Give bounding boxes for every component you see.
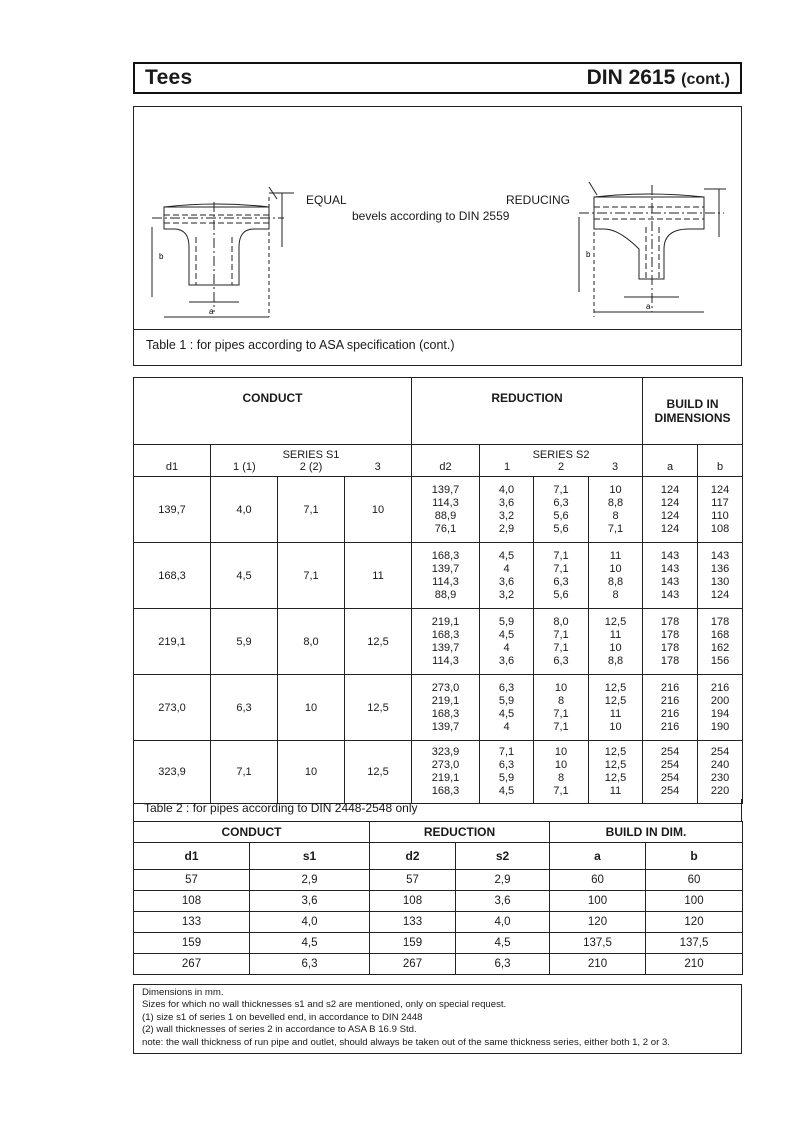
b-stack-cell	[698, 543, 743, 609]
note-line: Sizes for which no wall thicknesses s1 and s2 are mentioned, only on special request.	[142, 999, 507, 1011]
table2-row	[134, 912, 743, 933]
d1-cell: 139,7	[134, 477, 211, 543]
r2-value: 7,1	[553, 720, 569, 733]
t2-s1-cell: 3,6	[250, 891, 370, 912]
a-value: 254	[660, 785, 680, 797]
r1-value: 3,2	[498, 588, 515, 601]
a-value: 143	[660, 588, 680, 601]
a-value: 178	[660, 654, 680, 667]
b-value: 124	[710, 588, 730, 601]
b-value: 220	[710, 785, 730, 797]
r2-value: 10	[554, 759, 568, 771]
a-value: 124	[660, 509, 680, 522]
t2-s1-header: s1	[250, 843, 370, 870]
t2-s1-cell: 2,9	[250, 870, 370, 891]
reducing-tee-drawing	[579, 182, 726, 317]
build-in-header: BUILD IN DIMENSIONS	[643, 378, 743, 445]
r3-value: 11	[609, 549, 622, 562]
r3-value: 7,1	[607, 522, 624, 535]
d2-value: 273,0	[431, 759, 460, 771]
table1-subheader-row	[134, 445, 743, 477]
d2-stack-cell	[412, 477, 480, 543]
t2-d2-header: d2	[370, 843, 456, 870]
r1-value: 4	[503, 641, 510, 654]
r3-stack-cell	[589, 741, 643, 804]
t2-s2-cell: 4,5	[456, 933, 550, 954]
r3-value: 12,5	[604, 615, 627, 628]
r3-stack-cell	[589, 477, 643, 543]
r3-stack-cell	[589, 543, 643, 609]
b-value: 124	[710, 483, 730, 496]
d2-value: 88,9	[434, 509, 457, 522]
a-value: 143	[660, 549, 680, 562]
table1-group-row	[134, 675, 743, 741]
b-value: 168	[710, 628, 730, 641]
r3-value: 10	[609, 483, 622, 496]
r2-stack-cell	[534, 675, 589, 741]
t2-d1-cell: 133	[134, 912, 250, 933]
r1-value: 3,6	[498, 496, 515, 509]
r3-value: 8	[612, 509, 619, 522]
r2-stack-cell	[534, 741, 589, 804]
d2-value: 88,9	[434, 588, 457, 601]
r3-stack-cell	[589, 609, 643, 675]
r2-value: 7,1	[553, 707, 569, 720]
table1-caption: Table 1 : for pipes according to ASA specification (cont.)	[146, 338, 455, 352]
title-bar	[133, 62, 742, 94]
r1-stack-cell	[480, 609, 534, 675]
r2-value: 7,1	[553, 641, 569, 654]
t2-b-cell: 120	[646, 912, 743, 933]
reducing-label: REDUCING	[506, 193, 571, 207]
d2-value: 168,3	[431, 628, 460, 641]
d2-header: d2	[412, 445, 480, 477]
r3-value: 12,5	[604, 746, 627, 758]
r1-value: 4,0	[498, 483, 515, 496]
t2-b-cell: 137,5	[646, 933, 743, 954]
b-header: b	[698, 445, 743, 477]
r2-value: 10	[554, 681, 568, 694]
note-line: note: the wall thickness of run pipe and outlet, should always be taken out of the same thickness series, either both 1, 2 or 3.	[142, 1036, 670, 1048]
page-title: Tees	[145, 66, 193, 89]
a-value: 143	[660, 562, 680, 575]
table2-caption: Table 2 : for pipes according to DIN 2448-2548 only	[133, 799, 742, 821]
b-value: 143	[710, 549, 730, 562]
caption-divider	[134, 329, 741, 330]
r3-value: 11	[609, 785, 622, 797]
d1-cell: 168,3	[134, 543, 211, 609]
r2-value: 8	[557, 694, 565, 707]
r1-value: 4,5	[498, 549, 515, 562]
b-value: 178	[710, 615, 730, 628]
t2-d1-cell: 108	[134, 891, 250, 912]
table2-row	[134, 870, 743, 891]
t2-d1-cell: 267	[134, 954, 250, 975]
r1-value: 3,2	[498, 509, 515, 522]
r1-stack-cell	[480, 543, 534, 609]
b-value: 136	[710, 562, 730, 575]
a-value: 178	[660, 641, 680, 654]
b-value: 130	[710, 575, 730, 588]
r2-stack-cell	[534, 609, 589, 675]
s1-series1-cell: 4,5	[211, 543, 278, 609]
t2-reduction-header: REDUCTION	[370, 822, 550, 843]
a-value: 254	[660, 746, 680, 758]
notes-box	[133, 984, 742, 1054]
r2-value: 6,3	[553, 496, 569, 509]
b-stack-cell	[698, 675, 743, 741]
equal-tee-drawing	[152, 187, 294, 317]
a-value: 216	[660, 681, 680, 694]
t2-s2-cell: 4,0	[456, 912, 550, 933]
d1-cell: 323,9	[134, 741, 211, 804]
r3-value: 12,5	[604, 772, 627, 784]
r2-value: 10	[554, 746, 568, 758]
table2-header-row	[134, 822, 743, 843]
d2-value: 168,3	[431, 785, 460, 797]
d2-value: 219,1	[431, 694, 460, 707]
table2-row	[134, 891, 743, 912]
table2-subheader-row	[134, 843, 743, 870]
a-value: 124	[660, 496, 680, 509]
table1-group-row	[134, 741, 743, 804]
r1-stack-cell	[480, 741, 534, 804]
r1-value: 5,9	[498, 772, 515, 784]
r1-value: 4,5	[498, 628, 515, 641]
s1-series2-cell: 10	[278, 741, 345, 804]
r1-value: 7,1	[498, 746, 515, 758]
a-value: 143	[660, 575, 680, 588]
note-line: (2) wall thicknesses of series 2 in accordance to ASA B 16.9 Std.	[142, 1024, 417, 1036]
s1-series2-cell: 8,0	[278, 609, 345, 675]
r2-value: 6,3	[553, 654, 569, 667]
standard-title: DIN 2615 (cont.)	[586, 66, 730, 89]
table1-group-row	[134, 609, 743, 675]
r3-value: 10	[609, 562, 622, 575]
r3-value: 11	[609, 628, 622, 641]
r2-value: 7,1	[553, 549, 569, 562]
t2-conduct-header: CONDUCT	[134, 822, 370, 843]
a-value: 254	[660, 759, 680, 771]
conduct-header: CONDUCT	[134, 378, 412, 445]
reduction-header: REDUCTION	[412, 378, 643, 445]
r1-value: 4	[503, 562, 510, 575]
d2-value: 114,3	[432, 496, 459, 509]
r2-value: 6,3	[553, 575, 569, 588]
s1-series3-cell: 10	[345, 477, 412, 543]
r2-value: 7,1	[553, 562, 569, 575]
dim-b-label: b	[159, 252, 164, 261]
d2-value: 76,1	[434, 522, 457, 535]
t2-b-cell: 210	[646, 954, 743, 975]
a-value: 216	[660, 720, 680, 733]
d2-value: 273,0	[431, 681, 460, 694]
t2-d2-cell: 57	[370, 870, 456, 891]
dim-a-label: a	[209, 307, 214, 316]
series-s1-header: SERIES S1 1 (1) 2 (2) 3	[211, 445, 412, 477]
r2-value: 5,6	[553, 588, 569, 601]
figure-panel	[133, 106, 742, 366]
t2-d1-cell: 159	[134, 933, 250, 954]
r1-value: 3,6	[498, 575, 515, 588]
t2-d1-header: d1	[134, 843, 250, 870]
d2-value: 139,7	[431, 641, 460, 654]
r1-value: 4,5	[498, 785, 515, 797]
r2-value: 8	[557, 772, 565, 784]
s1-series1-cell: 6,3	[211, 675, 278, 741]
t2-d2-cell: 159	[370, 933, 456, 954]
r1-stack-cell	[480, 675, 534, 741]
table2-row	[134, 933, 743, 954]
s1-series3-cell: 12,5	[345, 675, 412, 741]
s1-series3-cell: 11	[345, 543, 412, 609]
r2-value: 5,6	[553, 509, 569, 522]
d2-value: 219,1	[431, 772, 460, 784]
a-stack-cell	[643, 741, 698, 804]
b-value: 240	[710, 759, 730, 771]
a-value: 124	[660, 483, 680, 496]
r2-value: 7,1	[553, 628, 569, 641]
series-s2-header: SERIES S2 1 2 3	[480, 445, 643, 477]
t2-b-header: b	[646, 843, 743, 870]
r2-value: 5,6	[553, 522, 569, 535]
r2-value: 7,1	[553, 785, 569, 797]
equal-label: EQUAL	[306, 193, 347, 207]
a-value: 178	[660, 615, 680, 628]
t2-s1-cell: 4,5	[250, 933, 370, 954]
d1-cell: 273,0	[134, 675, 211, 741]
r3-value: 8,8	[607, 575, 624, 588]
b-value: 194	[710, 707, 730, 720]
r1-value: 4,5	[498, 707, 515, 720]
r1-value: 4	[503, 720, 510, 733]
t2-s1-cell: 4,0	[250, 912, 370, 933]
table1-header-row	[134, 378, 743, 445]
r1-value: 6,3	[498, 759, 515, 771]
table1	[133, 377, 743, 804]
note-line: Dimensions in mm.	[142, 987, 224, 998]
d2-value: 139,7	[431, 483, 460, 496]
a-value: 216	[660, 707, 680, 720]
d2-stack-cell	[412, 675, 480, 741]
r1-value: 5,9	[498, 615, 515, 628]
d2-stack-cell	[412, 741, 480, 804]
r3-value: 11	[609, 707, 622, 720]
b-value: 162	[710, 641, 730, 654]
r1-stack-cell	[480, 477, 534, 543]
t2-a-cell: 210	[550, 954, 646, 975]
t2-s2-cell: 6,3	[456, 954, 550, 975]
b-value: 200	[710, 694, 730, 707]
d2-value: 219,1	[431, 615, 460, 628]
table2-row	[134, 954, 743, 975]
r1-value: 3,6	[498, 654, 515, 667]
b-stack-cell	[698, 477, 743, 543]
dim-b-label-2: b	[586, 250, 591, 259]
r3-value: 10	[609, 720, 622, 733]
b-stack-cell	[698, 609, 743, 675]
t2-d2-cell: 267	[370, 954, 456, 975]
s1-series1-cell: 7,1	[211, 741, 278, 804]
s1-series2-cell: 7,1	[278, 477, 345, 543]
b-value: 117	[711, 496, 729, 509]
r3-value: 12,5	[604, 694, 627, 707]
dim-a-label-2: a	[646, 302, 651, 311]
b-value: 190	[710, 720, 730, 733]
r2-value: 8,0	[553, 615, 569, 628]
t2-d1-cell: 57	[134, 870, 250, 891]
r2-stack-cell	[534, 477, 589, 543]
t2-a-cell: 137,5	[550, 933, 646, 954]
a-value: 216	[660, 694, 680, 707]
a-stack-cell	[643, 477, 698, 543]
r1-value: 5,9	[498, 694, 515, 707]
s1-series2-cell: 10	[278, 675, 345, 741]
r3-value: 8	[612, 588, 619, 601]
d1-header: d1	[134, 445, 211, 477]
r2-stack-cell	[534, 543, 589, 609]
t2-s2-cell: 2,9	[456, 870, 550, 891]
t2-d2-cell: 133	[370, 912, 456, 933]
table1-group-row	[134, 477, 743, 543]
t2-s2-header: s2	[456, 843, 550, 870]
s1-series1-cell: 4,0	[211, 477, 278, 543]
a-stack-cell	[643, 609, 698, 675]
t2-a-cell: 120	[550, 912, 646, 933]
r3-value: 8,8	[607, 496, 624, 509]
d2-value: 168,3	[431, 707, 460, 720]
t2-s2-cell: 3,6	[456, 891, 550, 912]
d2-stack-cell	[412, 609, 480, 675]
a-stack-cell	[643, 543, 698, 609]
t2-a-header: a	[550, 843, 646, 870]
a-value: 254	[660, 772, 680, 784]
b-value: 254	[710, 746, 730, 758]
r2-value: 7,1	[553, 483, 569, 496]
d2-value: 114,3	[432, 654, 459, 667]
table2	[133, 821, 743, 975]
b-value: 110	[711, 509, 729, 522]
d2-value: 139,7	[431, 720, 460, 733]
t2-a-cell: 60	[550, 870, 646, 891]
d2-value: 323,9	[431, 746, 460, 758]
a-value: 124	[660, 522, 680, 535]
r3-value: 12,5	[604, 759, 627, 771]
t2-s1-cell: 6,3	[250, 954, 370, 975]
t2-build-header: BUILD IN DIM.	[550, 822, 743, 843]
b-value: 216	[710, 681, 730, 694]
b-value: 230	[710, 772, 730, 784]
d2-value: 114,3	[432, 575, 459, 588]
bevels-note: bevels according to DIN 2559	[352, 209, 510, 223]
s1-series3-cell: 12,5	[345, 609, 412, 675]
s1-series3-cell: 12,5	[345, 741, 412, 804]
a-stack-cell	[643, 675, 698, 741]
note-line: (1) size s1 of series 1 on bevelled end, in accordance to DIN 2448	[142, 1011, 423, 1023]
t2-b-cell: 60	[646, 870, 743, 891]
s1-series2-cell: 7,1	[278, 543, 345, 609]
t2-d2-cell: 108	[370, 891, 456, 912]
r1-value: 6,3	[498, 681, 515, 694]
a-header: a	[643, 445, 698, 477]
r3-stack-cell	[589, 675, 643, 741]
t2-b-cell: 100	[646, 891, 743, 912]
d2-stack-cell	[412, 543, 480, 609]
b-value: 156	[710, 654, 730, 667]
table1-group-row	[134, 543, 743, 609]
d1-cell: 219,1	[134, 609, 211, 675]
r1-value: 2,9	[498, 522, 515, 535]
d2-value: 139,7	[431, 562, 460, 575]
r3-value: 10	[609, 641, 622, 654]
r3-value: 8,8	[607, 654, 624, 667]
b-stack-cell	[698, 741, 743, 804]
d2-value: 168,3	[431, 549, 460, 562]
a-value: 178	[660, 628, 680, 641]
t2-a-cell: 100	[550, 891, 646, 912]
b-value: 108	[710, 522, 730, 535]
s1-series1-cell: 5,9	[211, 609, 278, 675]
r3-value: 12,5	[604, 681, 627, 694]
